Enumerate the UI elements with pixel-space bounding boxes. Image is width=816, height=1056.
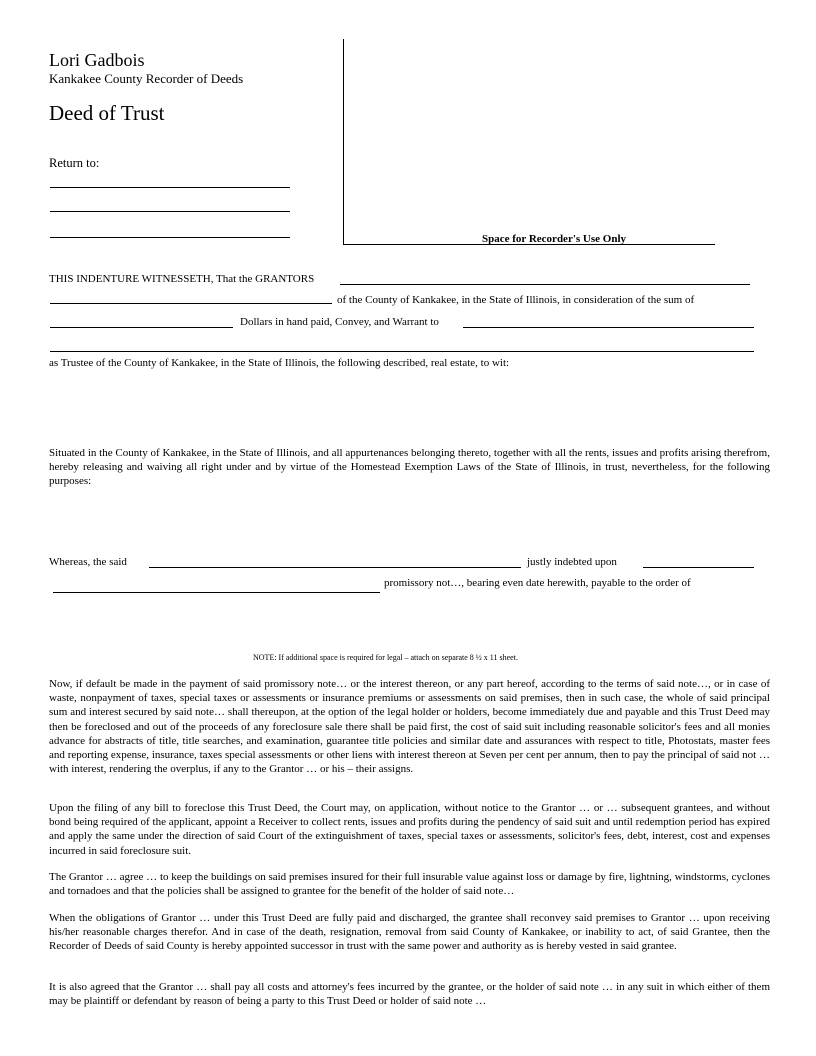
recorder-name: Lori Gadbois [49, 50, 145, 70]
recorder-space-label: Space for Recorder's Use Only [482, 233, 626, 245]
recorder-title: Kankakee County Recorder of Deeds [49, 71, 244, 86]
paragraph-reconvey: When the obligations of Grantor … under this Trust Deed are fully paid and discharged, the grantee shall reconvey said premises to Grantor … upon receiving his/her reasonable charges therefor. And in case of the death, resignation, removal from said County of Kankakee, or inability to act, of said Grantee, then the Recorder of Deeds of said County is hereby appointed successor in trust with the same power and authority as is hereby vested in said grantee. [49, 912, 770, 953]
promissory-field[interactable] [53, 580, 380, 593]
sum-field[interactable] [50, 315, 233, 328]
grantors-field-2[interactable] [50, 291, 332, 304]
return-to-line-3[interactable] [50, 225, 290, 238]
paragraph-default: Now, if default be made in the payment of said promissory note… or the interest thereon, or any part hereof, according to the terms of said note…, or in case of waste, nonpayment of taxes, special taxes or assessments or insurance premiums or assessments on said premises, then in such case, the whole of said principal sum and interest secured by said note… shall thereupon, at the option of the legal holder or holders, become immediately due and payable and this Trust Deed may then be foreclosed and out of the proceeds of any foreclosure sale there shall be paid first, the cost of said suit including reasonable solicitor's fees and all monies advance for abstracts of title, title searches, and examination, guarantee title policies and similar date and assurances with respect to title, Photostats, master fees and reporting expense, insurance, taxes special assessments or other liens with interest thereon at Seven per cent per annum, then to pay the principal of said not … with interest, rendering the overplus, if any to the Grantor … or his – their assigns. [49, 678, 770, 776]
return-to-line-1[interactable] [50, 175, 290, 188]
indenture-line-3: Dollars in hand paid, Convey, and Warrant to [240, 316, 439, 328]
legal-note: NOTE: If additional space is required for legal – attach on separate 8 ½ x 11 sheet. [253, 653, 518, 662]
situated-paragraph: Situated in the County of Kankakee, in the State of Illinois, and all appurtenances belonging thereto, together with all the rents, issues and profits arising therefrom, hereby releasing and waiving all right under and by virtue of the Homestead Exemption Laws of the State of Illinois, in trust, nevertheless, for the following purposes: [49, 447, 770, 488]
indenture-line-1: THIS INDENTURE WITNESSETH, That the GRANTORS [49, 273, 315, 285]
whereas-indebted: justly indebted upon [527, 556, 617, 568]
return-to-line-2[interactable] [50, 199, 290, 212]
paragraph-insurance: The Grantor … agree … to keep the buildings on said premises insured for their full insurable value against loss or damage by fire, lightning, windstorms, cyclones and tornadoes and that the policies shall be assigned to grantee for the benefit of the holder of said note… [49, 871, 770, 898]
paragraph-costs: It is also agreed that the Grantor … shall pay all costs and attorney's fees incurred by the grantee, or the holder of said note … in any suit in which either of them may be plaintiff or defendant by reason of being a party to this Trust Deed or holder of said note … [49, 981, 770, 1008]
whereas-party-field[interactable] [149, 555, 521, 568]
indenture-line-4: as Trustee of the County of Kankakee, in the State of Illinois, the following described, real estate, to wit: [49, 357, 510, 369]
trustee-field[interactable] [463, 315, 754, 328]
recorder-box-divider [343, 39, 344, 245]
indebted-amount-field[interactable] [643, 555, 754, 568]
whereas-label: Whereas, the said [49, 556, 127, 568]
paragraph-foreclose: Upon the filing of any bill to foreclose this Trust Deed, the Court may, on application, without notice to the Grantor … or … subsequent grantees, and without bond being required of the applicant, appoint a Receiver to collect rents, issues and profits during the pendency of said suit and until redemption period has expired and apply the same under the direction of said Court of the extinguishment of taxes, special taxes or assessments, solicitor's fees, debt, interest, cost and expenses incurred in said foreclosure suit. [49, 802, 770, 857]
whereas-promissory: promissory not…, bearing even date herewith, payable to the order of [384, 577, 691, 589]
return-to-label: Return to: [49, 156, 100, 170]
document-title: Deed of Trust [49, 101, 165, 125]
grantors-field[interactable] [340, 272, 750, 285]
indenture-line-2: of the County of Kankakee, in the State of Illinois, in consideration of the sum of [337, 294, 695, 306]
trustee-field-2[interactable] [50, 339, 754, 352]
